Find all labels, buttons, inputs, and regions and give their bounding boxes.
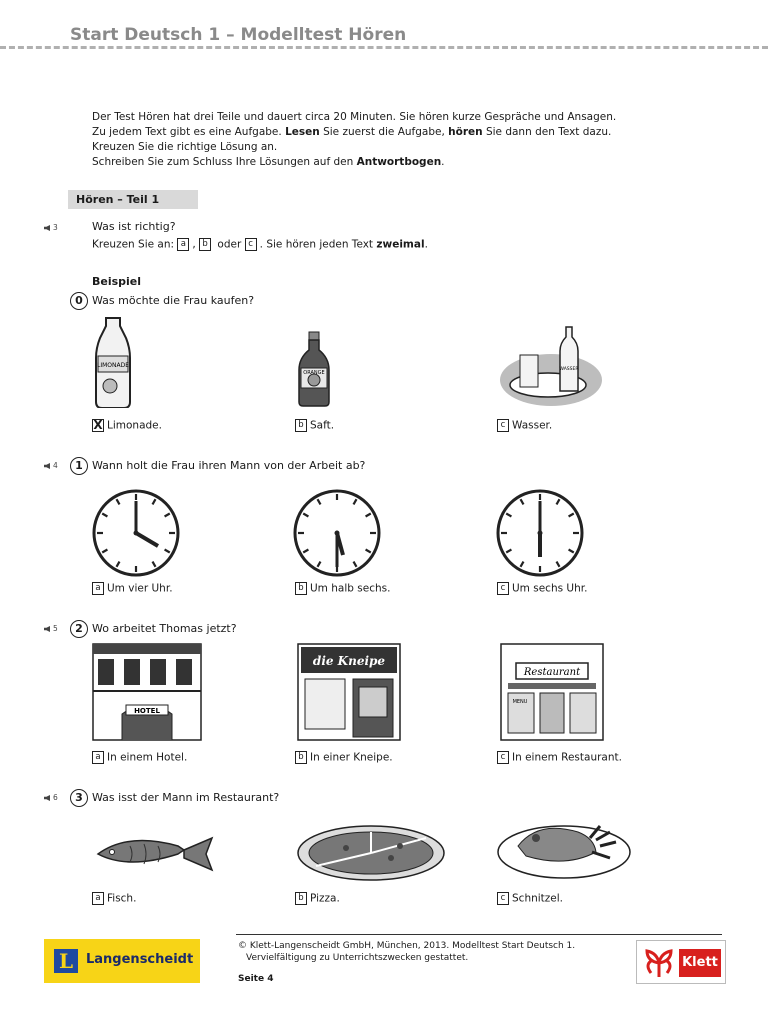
question-3: 3 Was isst der Mann im Restaurant? (70, 789, 279, 807)
hotel-sign: HOTEL (134, 707, 160, 715)
section-heading: Hören – Teil 1 (68, 190, 198, 209)
example-heading: Beispiel (92, 275, 142, 288)
example-question: 0 Was möchte die Frau kaufen? (70, 292, 254, 310)
intro-text (92, 110, 652, 170)
clock-half-past-five-illustration (293, 489, 381, 577)
answer-checkbox[interactable]: c (497, 582, 509, 595)
option-c[interactable]: c Um sechs Uhr. (497, 582, 587, 595)
answer-box-example: a (177, 238, 189, 251)
juice-label: ORANGE (303, 370, 325, 376)
audio-track-indicator: 6 (44, 793, 58, 802)
copyright-notice: © Klett-Langenscheidt GmbH, München, 2013. Modelltest Start Deutsch 1. Vervielfältigung zu Unterrichtszwecken gestattet. (238, 941, 576, 963)
fish-illustration (90, 832, 220, 876)
answer-checkbox[interactable]: a (92, 751, 104, 764)
langenscheidt-logo: L Langenscheidt (44, 939, 200, 983)
question-2: 2 Wo arbeitet Thomas jetzt? (70, 620, 237, 638)
klett-logo: Klett (636, 940, 726, 984)
option-a[interactable]: a Fisch. (92, 892, 136, 905)
lemonade-bottle-illustration (88, 316, 138, 408)
langenscheidt-l-icon: L (54, 949, 78, 973)
question-number: 3 (70, 789, 88, 807)
intro-line: Zu jedem Text gibt es eine Aufgabe. Lesen Sie zuerst die Aufgabe, hören Sie dann den Text dazu. (92, 126, 612, 138)
question-number: 2 (70, 620, 88, 638)
water-label: WASSER (559, 367, 579, 372)
answer-box-example: b (199, 238, 211, 251)
pizza-illustration (296, 824, 446, 882)
option-b[interactable]: b Um halb sechs. (295, 582, 390, 595)
option-a[interactable]: a In einem Hotel. (92, 751, 187, 764)
instruction-question: Was ist richtig? (92, 220, 176, 233)
klett-flower-icon (641, 947, 677, 979)
option-c[interactable]: c Schnitzel. (497, 892, 563, 905)
header-divider (0, 46, 768, 49)
answer-box-example: c (245, 238, 257, 251)
option-c[interactable]: c Wasser. (497, 419, 552, 432)
intro-line: Der Test Hören hat drei Teile und dauert circa 20 Minuten. Sie hören kurze Gespräche und Ansagen. (92, 111, 617, 123)
intro-line: Kreuzen Sie die richtige Lösung an. (92, 141, 278, 153)
option-a[interactable]: X Limonade. (93, 418, 162, 432)
page-title: Start Deutsch 1 – Modelltest Hören (70, 25, 407, 45)
question-number: 1 (70, 457, 88, 475)
option-b[interactable]: b In einer Kneipe. (295, 751, 393, 764)
intro-line: Schreiben Sie zum Schluss Ihre Lösungen auf den Antwortbogen. (92, 156, 445, 168)
audio-track-indicator: 4 (44, 461, 58, 470)
answer-checkbox[interactable]: b (295, 582, 307, 595)
restaurant-sign: Restaurant (523, 667, 581, 678)
option-b[interactable]: b Saft. (295, 419, 334, 432)
option-c[interactable]: c In einem Restaurant. (497, 751, 622, 764)
audio-track-indicator: 3 (44, 223, 58, 232)
answer-checkbox[interactable]: a (92, 582, 104, 595)
option-a[interactable]: a Um vier Uhr. (92, 582, 173, 595)
answer-checkbox[interactable]: b (295, 419, 307, 432)
speaker-icon (44, 626, 50, 632)
answer-checkbox[interactable]: X (93, 418, 103, 432)
question-1: 1 Wann holt die Frau ihren Mann von der Arbeit ab? (70, 457, 365, 475)
schnitzel-illustration (496, 814, 632, 880)
answer-checkbox[interactable]: a (92, 892, 104, 905)
speaker-icon (44, 795, 50, 801)
answer-checkbox[interactable]: c (497, 419, 509, 432)
water-tray-illustration (498, 325, 604, 407)
answer-checkbox[interactable]: c (497, 751, 509, 764)
kneipe-sign: die Kneipe (312, 654, 386, 668)
juice-bottle-illustration (293, 330, 335, 408)
speaker-icon (44, 225, 50, 231)
answer-checkbox[interactable]: b (295, 892, 307, 905)
instruction-line: Kreuzen Sie an: a , b oder c . Sie hören jeden Text zweimal. (92, 238, 428, 251)
audio-track-indicator: 5 (44, 624, 58, 633)
option-b[interactable]: b Pizza. (295, 892, 340, 905)
answer-checkbox[interactable]: b (295, 751, 307, 764)
speaker-icon (44, 463, 50, 469)
question-number: 0 (70, 292, 88, 310)
page-number: Seite 4 (238, 974, 274, 984)
answer-checkbox[interactable]: c (497, 892, 509, 905)
hotel-illustration (92, 643, 202, 741)
clock-four-illustration (92, 489, 180, 577)
restaurant-illustration (500, 643, 604, 741)
clock-six-illustration (496, 489, 584, 577)
kneipe-illustration (297, 643, 401, 741)
bottle-label: LIMONADE (96, 362, 130, 369)
footer-divider (236, 934, 722, 935)
menu-sign: MENU (512, 699, 528, 705)
